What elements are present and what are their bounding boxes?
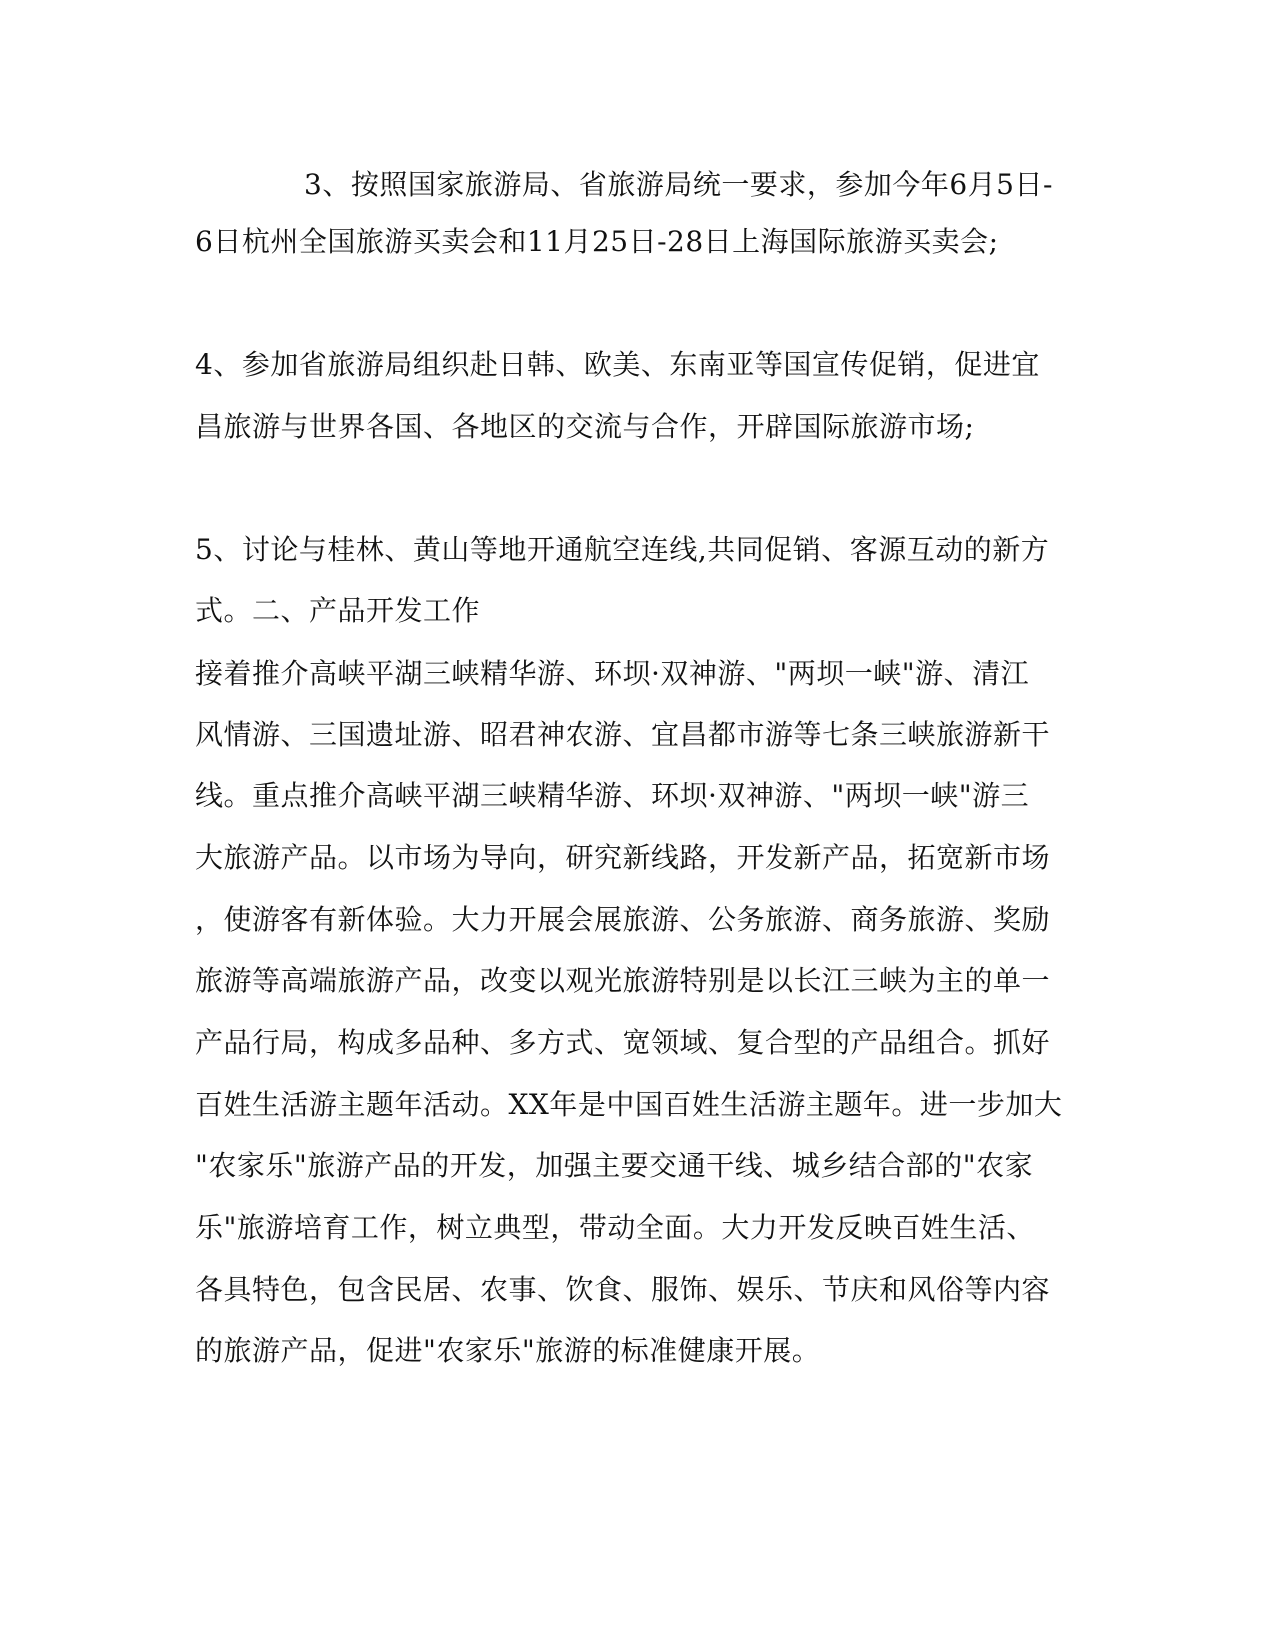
item-4-line-1: 4、参加省旅游局组织赴日韩、欧美、东南亚等国宣传促销，促进宜 xyxy=(195,348,1040,381)
body-line: 各具特色，包含民居、农事、饮食、服饰、娱乐、节庆和风俗等内容 xyxy=(195,1273,1051,1306)
item-5-line-2: 式。二、产品开发工作 xyxy=(195,594,481,627)
body-line: ，使游客有新体验。大力开展会展旅游、公务旅游、商务旅游、奖励 xyxy=(195,903,1051,936)
body-line: "农家乐"旅游产品的开发，加强主要交通干线、城乡结合部的"农家 xyxy=(195,1149,1034,1182)
item-4-line-2: 昌旅游与世界各国、各地区的交流与合作，开辟国际旅游市场; xyxy=(195,410,975,443)
body-line: 接着推介高峡平湖三峡精华游、环坝·双神游、"两坝一峡"游、清江 xyxy=(195,657,1030,690)
item-5-line-1: 5、讨论与桂林、黄山等地开通航空连线,共同促销、客源互动的新方 xyxy=(195,533,1050,566)
item-3-line-2: 6日杭州全国旅游买卖会和11月25日-28日上海国际旅游买卖会; xyxy=(195,225,999,258)
body-line: 风情游、三国遗址游、昭君神农游、宜昌都市游等七条三峡旅游新干 xyxy=(195,718,1051,751)
body-line: 大旅游产品。以市场为导向，研究新线路，开发新产品，拓宽新市场 xyxy=(195,841,1051,874)
body-line: 的旅游产品，促进"农家乐"旅游的标准健康开展。 xyxy=(195,1334,821,1367)
body-line: 乐"旅游培育工作，树立典型，带动全面。大力开发反映百姓生活、 xyxy=(195,1211,1035,1244)
body-line: 线。重点推介高峡平湖三峡精华游、环坝·双神游、"两坝一峡"游三 xyxy=(195,779,1030,812)
body-line: 产品行局，构成多品种、多方式、宽领域、复合型的产品组合。抓好 xyxy=(195,1026,1051,1059)
body-line: 百姓生活游主题年活动。XX年是中国百姓生活游主题年。进一步加大 xyxy=(195,1088,1063,1121)
body-line: 旅游等高端旅游产品，改变以观光旅游特别是以长江三峡为主的单一 xyxy=(195,964,1051,997)
item-3-line-1: 3、按照国家旅游局、省旅游局统一要求，参加今年6月5日- xyxy=(304,168,1053,201)
